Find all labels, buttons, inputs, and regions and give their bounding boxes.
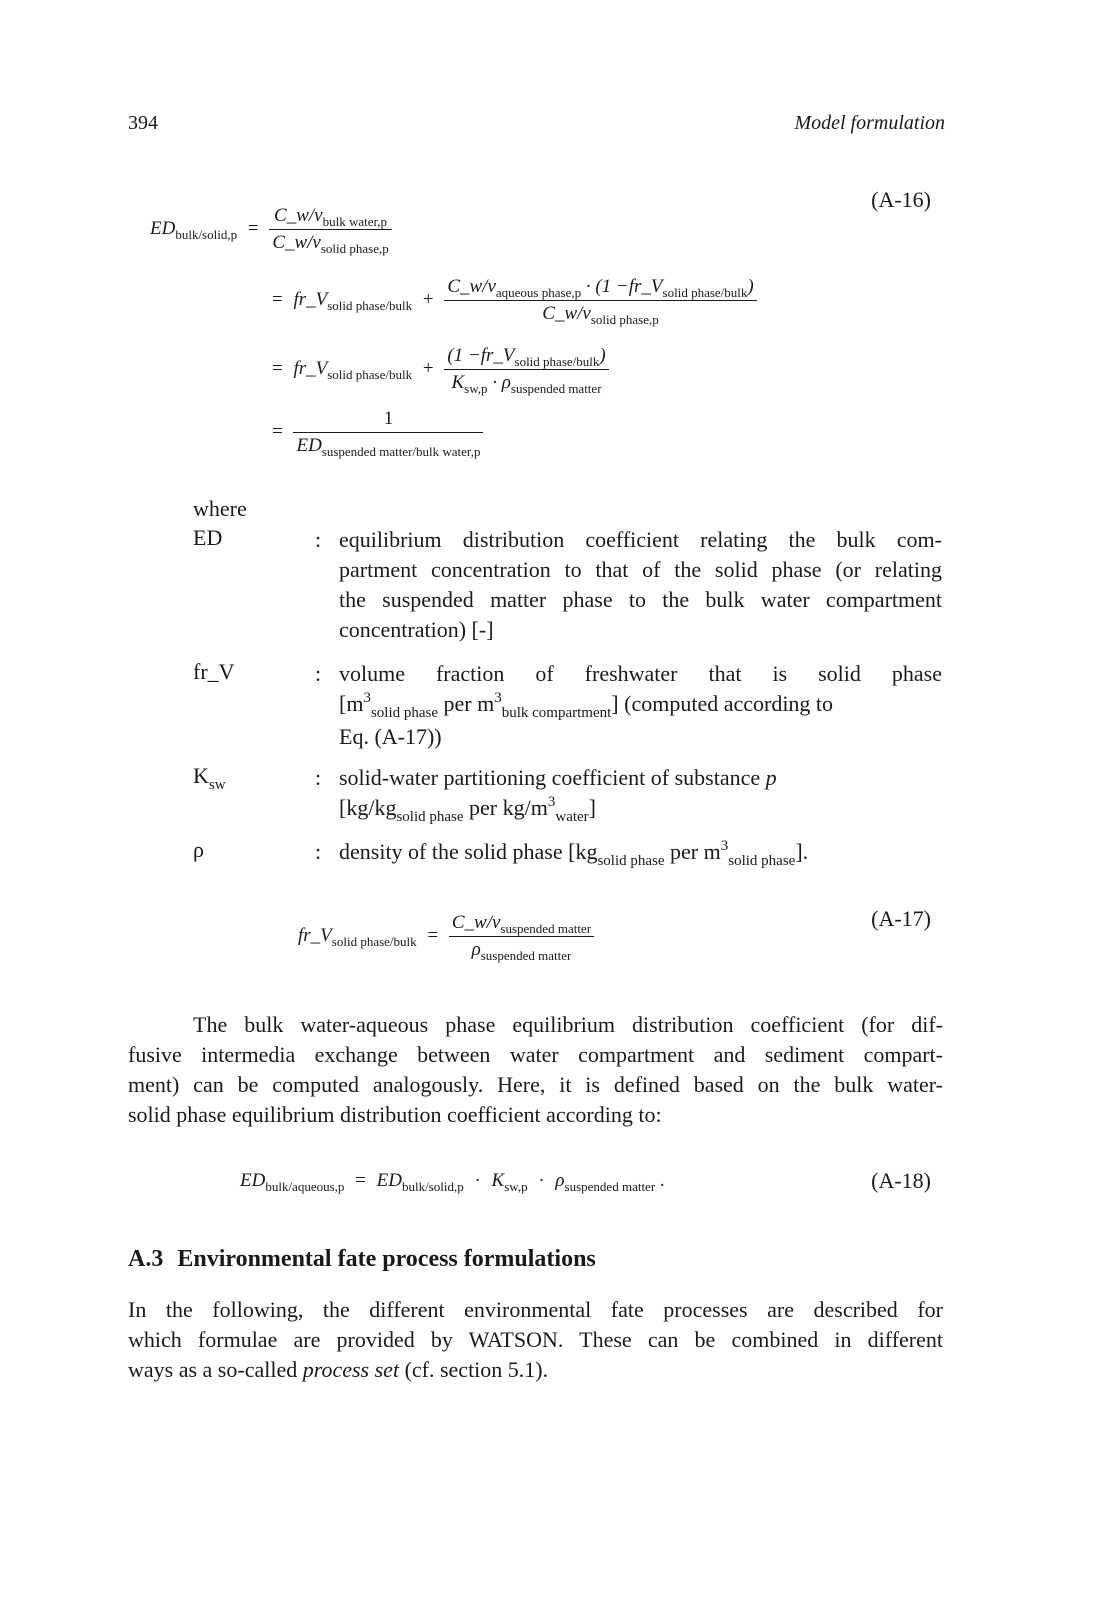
fraction: $\frac{C\_w/v_{bulk water,p}}{C\_w/v_{solid phase,p}}$ xyxy=(269,205,391,254)
def-term-ed: ED xyxy=(193,525,223,550)
def-body-ksw: : solid-water partitioning coefficient of substance p [$kg/kg_{solid phase}$ per $kg/m^3_{water}$] xyxy=(315,765,777,825)
equation-a16-line1: $ED_{bulk/solid,p}$ = $\frac{C\_w/v_{bulk water,p}}{C\_w/v_{solid phase,p}}$ xyxy=(150,205,392,254)
fraction: $\frac{C\_w/v_{aqueous phase,p} \cdot (1 -fr\_V_{solid phase/bulk})}{C\_w/v_{solid phase,p}}$ xyxy=(444,276,756,325)
equation-a18: $ED_{bulk/aqueous,p} = ED_{bulk/solid,p} \cdot K_{sw,p} \cdot \rho_{suspended matter}$ . xyxy=(240,1170,665,1194)
fraction: $\frac{C\_w/v_{suspended matter}}{\rho_{suspended matter}}$ xyxy=(449,912,594,961)
fraction: $\frac{(1 -fr\_V_{solid phase/bulk})}{K_{sw,p} \cdot \rho_{suspended matter}}$ xyxy=(444,345,608,394)
def-term-fr-v: fr_V xyxy=(193,659,235,684)
where-label: where xyxy=(193,496,247,521)
running-title: Model formulation xyxy=(794,112,945,134)
page-number: 394 xyxy=(128,112,158,134)
def-term-ksw: $K_{sw}$ xyxy=(193,763,226,793)
paragraph-2: In the following, the different environmental fate processes are described for which formulae are provided by WATSON. These can be combined in different ways as a so-called process set (cf. section 5.1). xyxy=(128,1297,943,1382)
eq-lhs: $ED_{bulk/solid,p}$ xyxy=(150,217,238,242)
def-body-rho: : density of the solid phase [$kg_{solid phase}$ per $m^3_{solid phase}$]. xyxy=(315,838,809,869)
equation-number-a17: (A-17) xyxy=(871,906,931,931)
paragraph-1: The bulk water-aqueous phase equilibrium distribution coefficient (for dif- fusive intermedia exchange between water compartment and sediment compart- ment) can be computed analogously. Here, it is defined based on the bulk water- solid phase equilibrium distribution coefficient according to: xyxy=(128,1012,943,1127)
fraction: $\frac{1}{ED_{suspended matter/bulk water,p}}$ xyxy=(293,408,483,457)
equation-a17: $fr\_V_{solid phase/bulk}$ = $\frac{C\_w/v_{suspended matter}}{\rho_{suspended matter}}$ xyxy=(298,912,594,961)
equation-a16-line2: = $fr\_V_{solid phase/bulk}$ + $\frac{C\_w/v_{aqueous phase,p} \cdot (1 -fr\_V_{solid phase/bulk})}{C\_w/v_{solid phase,p}}$ xyxy=(266,276,757,325)
equation-a16-line3: = $fr\_V_{solid phase/bulk}$ + $\frac{(1 -fr\_V_{solid phase/bulk})}{K_{sw,p} \cdot \rho_{suspended matter}}$ xyxy=(266,345,609,394)
equation-number-a16: (A-16) xyxy=(871,187,931,212)
def-term-rho: ρ xyxy=(193,837,204,862)
equation-a16-line4: = $\frac{1}{ED_{suspended matter/bulk water,p}}$ xyxy=(266,408,483,457)
section-heading: A.3 Environmental fate process formulations xyxy=(128,1246,596,1272)
equation-number-a18: (A-18) xyxy=(871,1168,931,1193)
def-body-fr-v: : volume fraction of freshwater that is solid phase [$m^3_{solid phase}$ per $m^3_{bulk compartment}$] (computed according to Eq. (A-17)) xyxy=(315,661,942,749)
def-body-ed: : equilibrium distribution coefficient relating the bulk com- partment concentration to that of the solid phase (or relating the suspended matter phase to the bulk water compartment concentration) [-] xyxy=(315,527,942,642)
